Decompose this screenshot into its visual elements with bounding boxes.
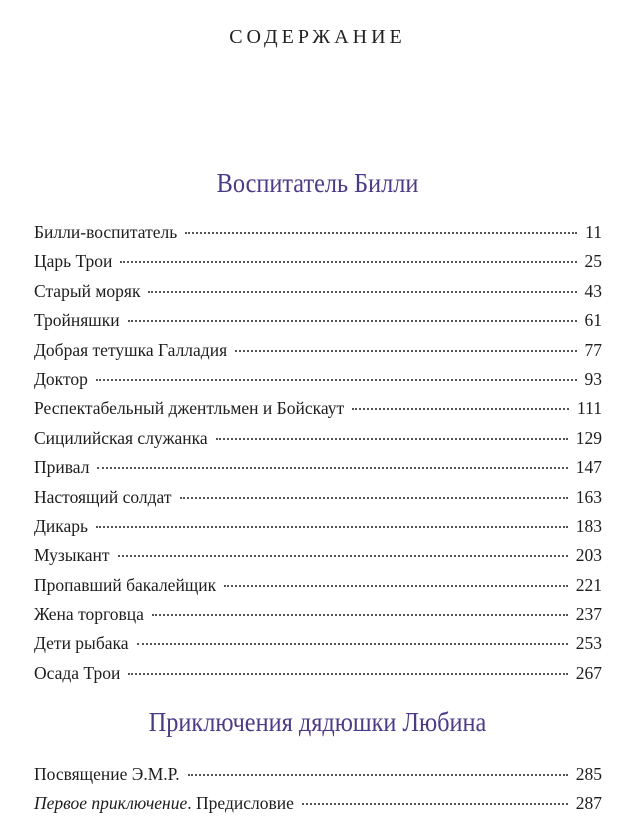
dot-leader: [128, 673, 567, 675]
entry-title: Музыкант: [34, 545, 110, 566]
dot-leader: [302, 803, 568, 805]
toc-entry[interactable]: [34, 793, 602, 822]
entry-page-number: 77: [584, 339, 602, 360]
entry-title: Посвящение Э.М.Р.: [34, 764, 180, 784]
entry-title: Пропавший бакалейщик: [34, 574, 217, 595]
toc-entry[interactable]: [34, 604, 602, 633]
dot-leader: [224, 585, 568, 587]
toc-list-priklyucheniya-lyubina: [34, 764, 602, 823]
toc-entry[interactable]: [34, 764, 602, 793]
entry-page-number: 285: [575, 764, 602, 784]
dot-leader: [216, 438, 568, 440]
dot-leader: [148, 291, 576, 293]
dot-leader: [97, 467, 567, 469]
entry-title: Сицилийская служанка: [34, 427, 208, 448]
section-title-priklyucheniya-lyubina: Приключения дядюшки Любина: [148, 707, 487, 737]
entry-title: Осада Трои: [34, 662, 121, 683]
toc-list-vospitatel-billi: [34, 222, 602, 692]
entry-title: Настоящий солдат: [34, 486, 172, 507]
dot-leader: [235, 350, 576, 352]
entry-page-number: 287: [575, 793, 602, 814]
entry-title: Дети рыбака: [34, 633, 129, 654]
entry-page-number: 163: [575, 486, 602, 507]
entry-title: Билли-воспитатель: [34, 222, 178, 242]
toc-entry[interactable]: [34, 633, 602, 662]
entry-page-number: 93: [584, 368, 602, 389]
dot-leader: [118, 555, 568, 557]
entry-title: Царь Трои: [34, 251, 113, 272]
entry-title: Доктор: [34, 368, 88, 389]
dot-leader: [352, 408, 569, 410]
page-title: СОДЕРЖАНИЕ: [229, 26, 406, 48]
entry-page-number: 129: [575, 427, 602, 448]
dot-leader: [152, 614, 568, 616]
toc-entry[interactable]: [34, 369, 602, 398]
entry-title: Респектабельный джентльмен и Бойскаут: [34, 398, 345, 419]
entry-page-number: 183: [575, 515, 602, 536]
entry-title: Привал: [34, 457, 90, 478]
dot-leader: [96, 526, 568, 528]
entry-page-number: 111: [577, 398, 602, 419]
toc-entry[interactable]: [34, 340, 602, 369]
toc-entry[interactable]: [34, 487, 602, 516]
toc-entry[interactable]: [34, 281, 602, 310]
entry-title: Дикарь: [34, 515, 89, 536]
toc-entry[interactable]: [34, 545, 602, 574]
toc-entry[interactable]: [34, 663, 602, 692]
toc-entry[interactable]: [34, 516, 602, 545]
entry-page-number: 237: [575, 604, 602, 625]
toc-entry[interactable]: [34, 428, 602, 457]
dot-leader: [180, 497, 568, 499]
entry-title: Жена торговца: [34, 604, 144, 625]
entry-title: Тройняшки: [34, 310, 120, 331]
toc-entry[interactable]: [34, 398, 602, 427]
toc-entry[interactable]: [34, 310, 602, 339]
entry-page-number: 221: [575, 574, 602, 595]
toc-entry[interactable]: [34, 457, 602, 486]
dot-leader: [137, 643, 568, 645]
toc-entry[interactable]: [34, 222, 602, 251]
dot-leader: [185, 232, 577, 234]
section-title-vospitatel-billi: Воспитатель Билли: [216, 168, 419, 198]
entry-page-number: 25: [584, 251, 602, 272]
toc-entry[interactable]: [34, 575, 602, 604]
entry-page-number: 203: [575, 545, 602, 566]
dot-leader: [188, 774, 568, 776]
entry-page-number: 11: [585, 222, 602, 242]
dot-leader: [96, 379, 577, 381]
entry-title: Добрая тетушка Галладия: [34, 339, 228, 360]
entry-page-number: 147: [575, 457, 602, 478]
dot-leader: [120, 261, 576, 263]
dot-leader: [128, 320, 577, 322]
entry-title: Старый моряк: [34, 280, 141, 301]
entry-page-number: 43: [584, 280, 602, 301]
entry-title-italic: Первое приключение: [34, 793, 188, 814]
toc-entry[interactable]: [34, 251, 602, 280]
entry-page-number: 267: [575, 662, 602, 683]
entry-title-rest: . Предисловие: [187, 793, 294, 814]
entry-title-wrapper: [34, 793, 294, 814]
entry-page-number: 253: [575, 633, 602, 654]
entry-page-number: 61: [584, 310, 602, 331]
